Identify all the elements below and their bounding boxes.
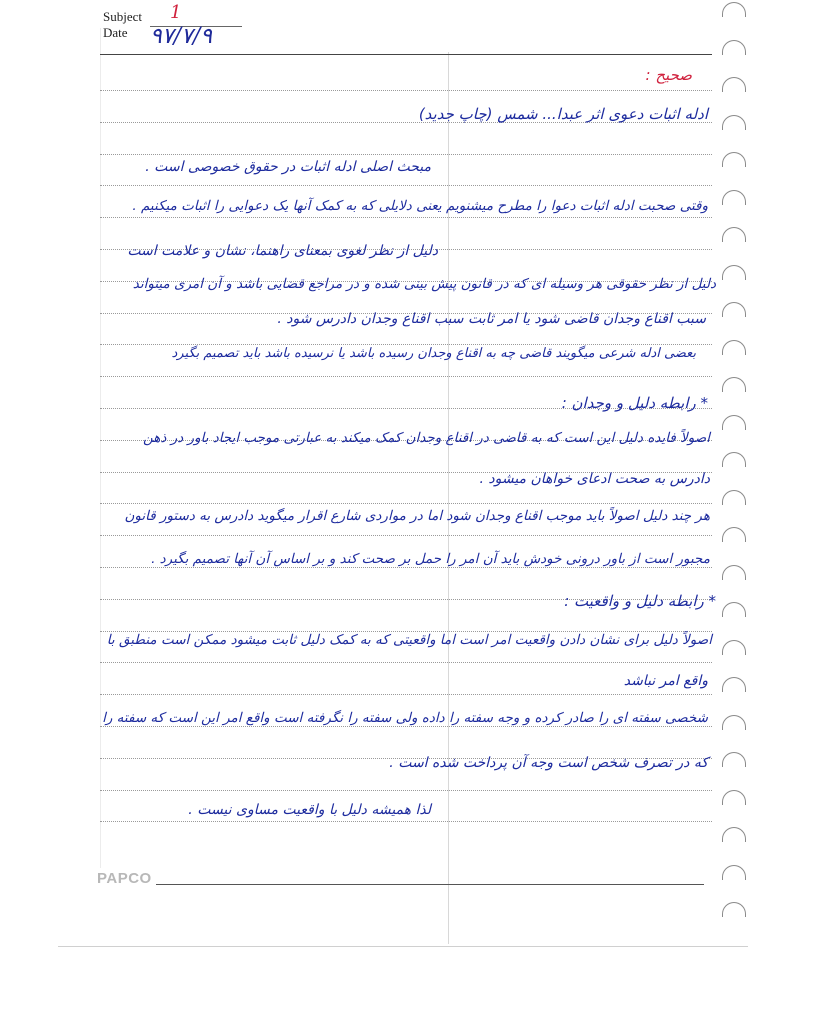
ruled-line [100,154,712,155]
footer-rule [156,884,704,885]
text-line: ادله اثبات دعوی اثر عبدا... شمس (چاپ جدید) [418,105,708,123]
ruled-line [100,726,712,727]
subject-value: 1 [170,2,182,23]
heading-correction: صحیح : [645,66,692,84]
text-line: هر چند دلیل اصولاً باید موجب اقناع وجدان شود اما در مواردی شارع اقرار میگوید دادرس به دستور قانون [124,508,710,524]
ruled-line [100,185,712,186]
text-line: مبحث اصلی ادله اثبات در حقوق خصوصی است . [145,159,431,175]
ruled-line [100,694,712,695]
date-value: ۹۷/۷/۹ [150,24,213,49]
text-line: دادرس به صحت ادعای خواهان میشود . [479,471,710,487]
text-line: اصولاً دلیل برای نشان دادن واقعیت امر است اما واقعیتی که به کمک دلیل ثابت میشود ممکن است منطبق با [106,632,712,648]
section-heading: * رابطه دلیل و وجدان : [561,394,708,412]
ruled-line [100,662,712,663]
text-line: شخصی سفته ای را صادر کرده و وجه سفته را داده ولی سفته را نگرفته است واقع امر این است که سفته را [102,710,708,726]
header-rule [100,54,712,55]
date-label: Date [103,25,128,40]
ruled-line [100,503,712,504]
text-line: سبب اقناع وجدان قاضی شود یا امر ثابت سبب اقناع وجدان دادرس شود . [277,311,706,327]
text-line: لذا همیشه دلیل با واقعیت مساوی نیست . [188,802,431,818]
text-line: دلیل از نظر لغوی بمعنای راهنما، نشان و علامت است [127,243,438,259]
text-line: بعضی ادله شرعی میگویند قاضی چه به اقناع وجدان رسیده باشد یا نرسیده باشد باید تصمیم بگیرد [171,346,696,361]
text-line: واقع امر نباشد [623,673,708,689]
ruled-line [100,90,712,91]
papco-logo: PAPCO [97,870,152,887]
section-heading: * رابطه دلیل و واقعیت : [564,592,716,610]
ruled-line [100,344,712,345]
text-line: مجبور است از باور درونی خودش باید آن امر را حمل بر صحت کند و بر اساس آن آنها تصمیم بگیرد . [151,551,710,567]
ruled-line [100,217,712,218]
text-line: که در تصرف شخص است وجه آن پرداخت شده است . [389,755,708,771]
ruled-line [100,790,712,791]
ruled-line [100,376,712,377]
ruled-line [100,535,712,536]
text-line: اصولاً فایده دلیل این است که به قاضی در اقناع وجدان کمک میکند به عبارتی موجب ایجاد باور در ذهن [143,430,710,446]
page-bottom-edge [58,946,748,947]
ruled-line [100,821,712,822]
ruled-line [100,567,712,568]
text-line: وقتی صحبت ادله اثبات دعوا را مطرح میشنویم یعنی دلایلی که به کمک آنها یک دعوایی را اثبات میکنیم . [132,198,708,214]
subject-label: Subject [103,9,142,24]
text-line: دلیل از نظر حقوقی هر وسیله ای که در قانون پیش بینی شده و در مراجع قضایی باشد و آن امری میتواند [132,276,716,292]
